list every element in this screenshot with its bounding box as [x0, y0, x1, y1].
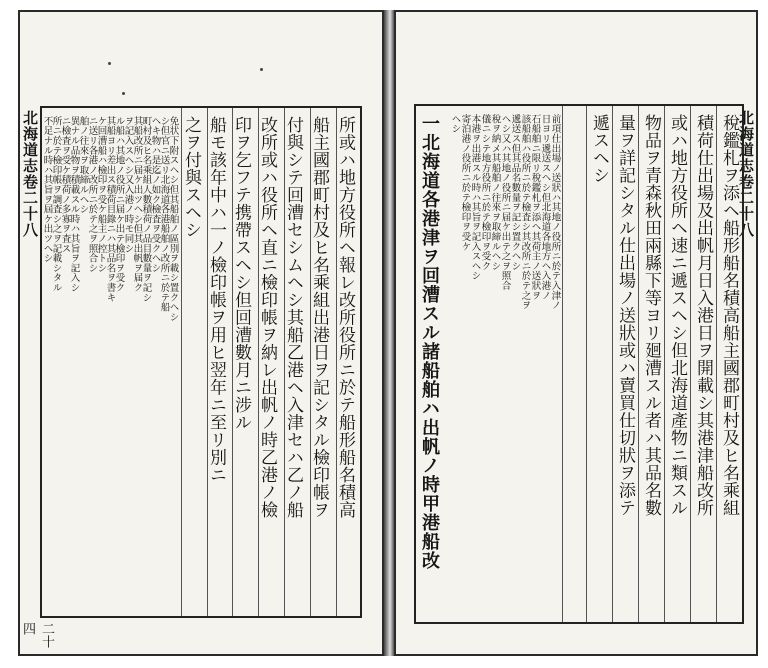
main-text-column: 之ヲ付與スヘシ	[181, 116, 201, 239]
note-text-column: 石船舶ニ限リ稅鑑札ヲ添ヘ其荷主ノ送狀ヲ	[529, 114, 541, 301]
main-text-column: 所或ハ地方役所ヘ報レ改所役所ニ於テ船形船名積高	[335, 116, 355, 519]
note-text-column: 該船舶ハ役所ニ於テ檢査シ其改所ニ於テ之ヲ	[519, 114, 531, 310]
note-text-column: 前項仕出場ノ送狀ハ其地ノ役所ニ於テ入津ノ	[549, 114, 561, 310]
main-text-column: 或ハ地方役所ヘ速ニ遞スヘシ但北海道產物ニ類スル	[667, 114, 687, 517]
binding-gutter	[384, 10, 394, 656]
note-text-column: 本港ヲ出港スル時ハ其旨ヲ記入スヘシ	[469, 114, 481, 281]
main-text-column: 付與シテ回漕セシムヘシ其船乙港ヘ入津セハ乙ノ船	[283, 116, 303, 519]
note-text-column: ヘシ又ハ其地ノ役所ニ届ケ出テ之ヲ照合	[499, 114, 511, 291]
page-number: 二十四	[20, 622, 54, 648]
ink-speck	[108, 62, 111, 65]
main-text-column: 積荷仕出場及出帆月日入港日ヲ開載シ其港津船改所	[693, 114, 713, 517]
main-text-column: 物品ヲ青森秋田兩縣下等ヨリ廻漕スル者ハ其品名數	[641, 114, 661, 517]
ink-speck	[122, 92, 125, 95]
main-text-column: 船モ該年中ハ一ノ檢印帳ヲ用ヒ翌年ニ至リ別ニ	[206, 116, 226, 484]
note-text-column: ニ送リ各港ノ改所ニ於テ之ヲ照合シ	[86, 116, 98, 273]
column-rule	[562, 106, 563, 622]
note-text-column: 其船改所ニ届ケ出ツヘシ但其出帆ヲ届ク	[131, 116, 143, 293]
column-rule	[716, 106, 717, 622]
column-rule	[690, 106, 691, 622]
note-text-column: ヘキ物ハ是迄ノ如ク檢査ヲ受クヘシ	[149, 116, 161, 273]
running-head-right: 北海道志卷二十八	[737, 110, 755, 238]
ink-speck	[260, 68, 263, 71]
note-text-column: 日ヨリ遞送スヘシ但北海道各地方ヘ入港ノ	[539, 114, 551, 301]
note-text-column: ニ檢査ヲ受ケ積荷ノ多寡ヲ査ス	[59, 116, 71, 254]
note-text-column: 町村及ヒ名乘組人數積荷ノ品目數量ヲ記シ	[140, 116, 152, 303]
main-text-column: 船主國郡町村及ヒ名乘組出港日ヲ記シタル檢印帳ヲ	[309, 116, 329, 519]
note-text-column: シ但官ニ送リ北海道各港船舶ノ改所ニ於テ船	[158, 116, 170, 312]
note-text-column: ヲ記入スヘシ又入港ノ時モ同シ	[122, 116, 134, 254]
left-page	[18, 10, 384, 656]
note-text-column: 舶ノ往來ヲ取締ルヘシ	[77, 116, 89, 214]
left-text-block	[40, 106, 362, 618]
note-text-column: 不足ナル時ハ其旨ヲ屆ケ出ツヘシ	[41, 116, 53, 263]
note-text-column: 寄泊港ノ役所ニ於テ檢印ヲ受ケ	[459, 114, 471, 252]
right-text-block	[414, 104, 744, 624]
note-text-column: 免状下附スヘシ但其船舶ノ區別ヲ載シ置クヘシ	[167, 116, 179, 322]
note-text-column: 儀ニシテ地方役所ニ於テ檢印ヲ受ク	[479, 114, 491, 271]
column-rule	[612, 106, 613, 622]
main-text-column: 稅鑑札ヲ添ヘ船形船名積高船主國郡町村及ヒ名乘組	[719, 114, 739, 517]
main-text-column: 遞スヘシ	[589, 114, 609, 184]
note-text-column: 遞送ス但其品名數量ヲ記シ置クヘシ	[509, 114, 521, 271]
note-text-column: 稅ヲ納メ其船舶ノ往來ヲ取締ルヘシ	[489, 114, 501, 271]
note-text-column: ヘシ	[449, 114, 461, 134]
section-heading-column: 一北海道各港津ヲ回漕スル諸船舶ハ出帆ノ時甲港船改	[419, 114, 440, 570]
note-text-column: 所ニ於テ檢印帳ヲ調査シ之ヲ記載シタル	[50, 116, 62, 293]
main-text-column: 量ヲ詳記シタル仕出場ノ送狀或ハ賣買仕切狀ヲ添テ	[615, 114, 635, 517]
note-text-column: ケ回漕船ハ檢印ヲ受ケ船主ノ控トシ	[95, 116, 107, 273]
column-rule	[638, 106, 639, 622]
note-text-column: ル船ハ其地ノ役所ニ届ケ出テ檢印ヲ受ク	[113, 116, 125, 293]
main-text-column: 印ヲ乞フテ携帶スヘシ但回漕數月ニ涉ル	[231, 116, 251, 431]
running-head-left: 北海道志卷二十八	[21, 110, 39, 238]
right-page	[394, 10, 758, 656]
note-text-column: 異ナル品物ヲ積載スル時ハ其旨ヲ記入シ	[68, 116, 80, 293]
note-text-column: 其船ヨリ差出ス積荷目錄ニハ其品名ヲ書キ	[104, 116, 116, 303]
column-rule	[586, 106, 587, 622]
main-text-column: 改所或ハ役所ヘ直ニ檢印帳ヲ納レ出帆ノ時乙港ノ檢	[257, 116, 277, 519]
column-rule	[664, 106, 665, 622]
